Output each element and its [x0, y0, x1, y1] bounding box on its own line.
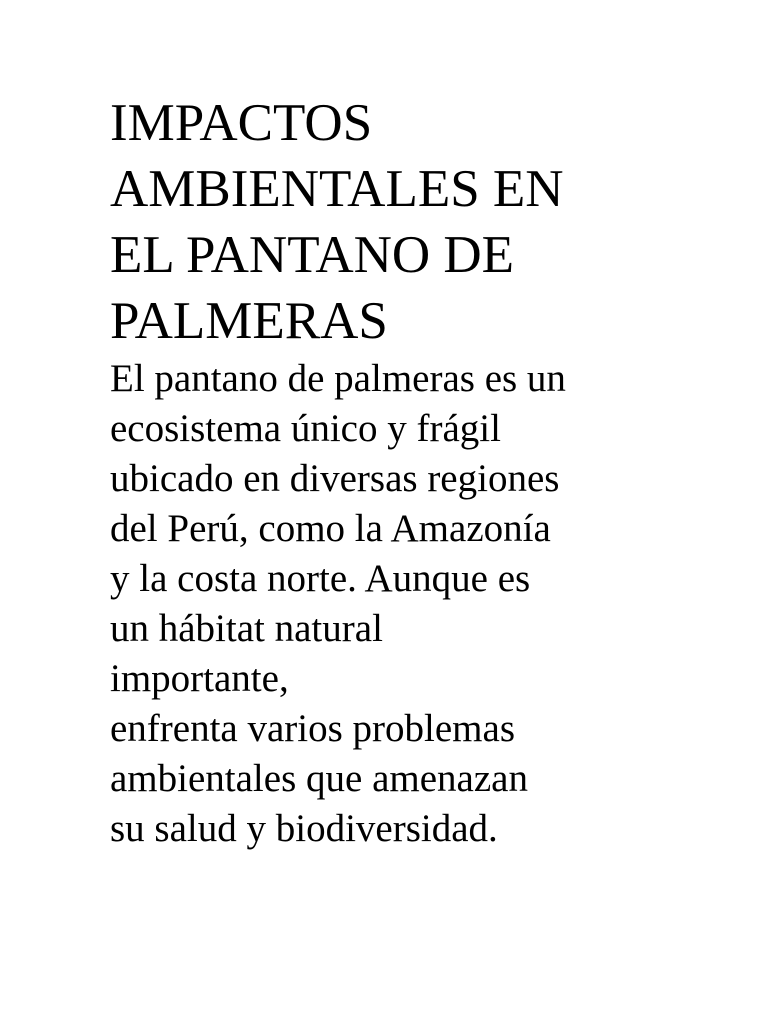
body-paragraph — [110, 354, 710, 854]
body-line: enfrenta varios problemas — [110, 707, 516, 750]
body-line: del Perú, como la Amazonía — [110, 507, 551, 550]
body-line: un hábitat natural — [110, 607, 383, 650]
document-title — [110, 90, 710, 354]
body-line: ambientales que amenazan — [110, 757, 528, 800]
body-line: El pantano de palmeras es un — [110, 357, 566, 400]
title-line: PALMERAS — [110, 292, 388, 350]
title-line: EL PANTANO DE — [110, 226, 515, 284]
document-content — [110, 90, 710, 854]
title-line: IMPACTOS — [110, 94, 373, 152]
body-line: y la costa norte. Aunque es — [110, 557, 531, 600]
body-line: ecosistema único y frágil — [110, 407, 501, 450]
title-line: AMBIENTALES EN — [110, 160, 564, 218]
body-line: importante, — [110, 657, 289, 700]
body-line: ubicado en diversas regiones — [110, 457, 560, 500]
body-line: su salud y biodiversidad. — [110, 807, 498, 850]
